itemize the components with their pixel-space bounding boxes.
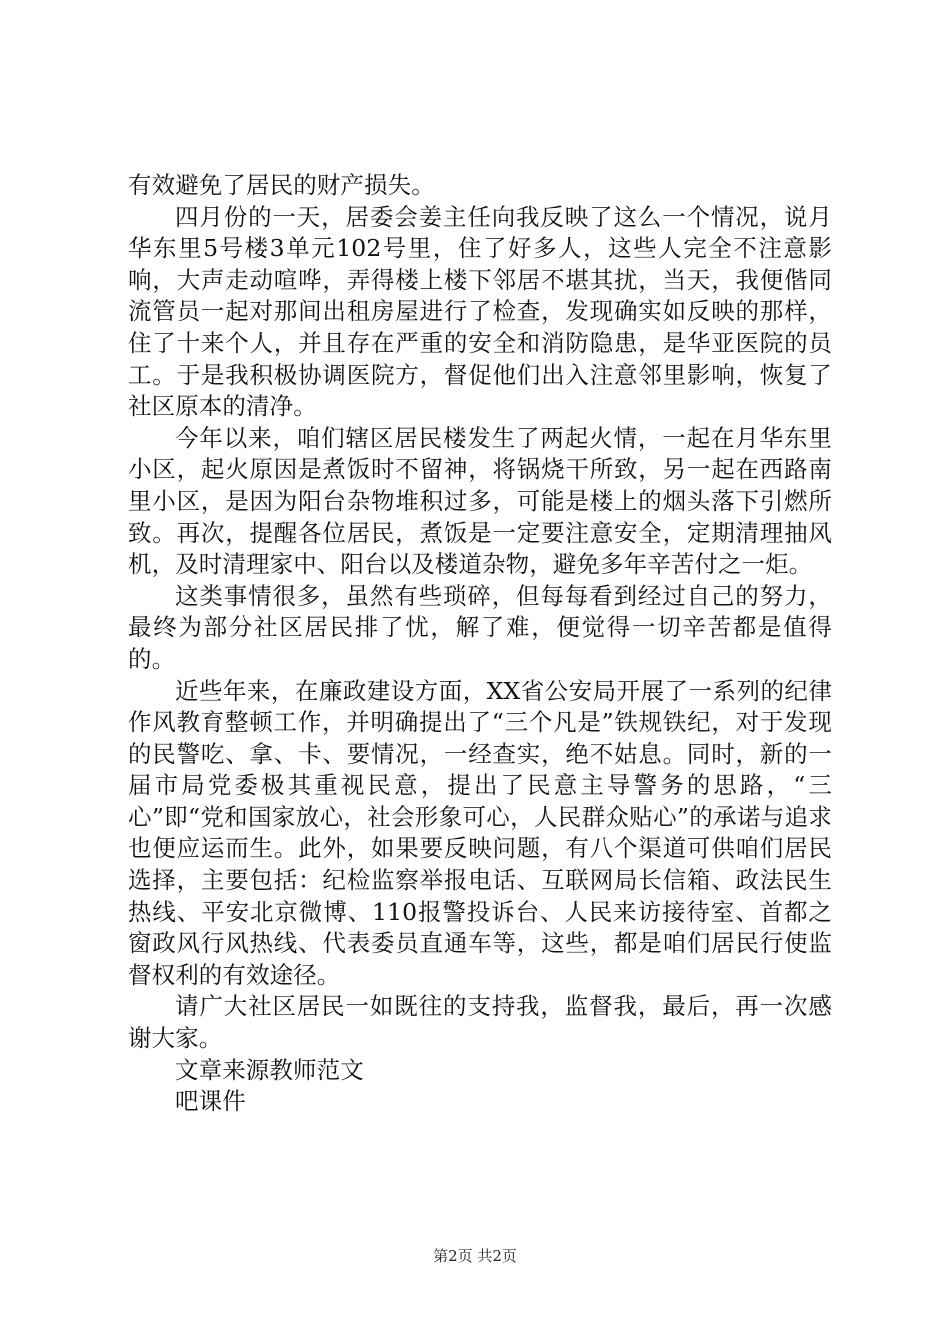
paragraph-closing-thanks: 请广大社区居民一如既往的支持我，监督我，最后，再一次感谢大家。 — [128, 992, 832, 1053]
document-body — [128, 170, 832, 1118]
paragraph-reflection: 这类事情很多，虽然有些琐碎，但每每看到经过自己的努力，最终为部分社区居民排了忧，解了难，便觉得一切辛苦都是值得的。 — [128, 581, 832, 673]
source-note: 文章来源教师范文吧课件 — [175, 1055, 364, 1116]
page-footer: 第2页 共2页 — [433, 1247, 517, 1265]
paragraph-fire-incidents: 今年以来，咱们辖区居民楼发生了两起火情，一起在月华东里小区，起火原因是煮饭时不留神，将锅烧干所致，另一起在西路南里小区，是因为阳台杂物堆积过多，可能是楼上的烟头落下引燃所致。再次，提醒各位居民，煮饭是一定要注意安全，定期清理抽风机，及时清理家中、阳台以及楼道杂物，避免多年辛苦付之一炬。 — [128, 423, 832, 579]
paragraph-continuation: 有效避免了居民的财产损失。 — [128, 171, 435, 199]
paragraph-integrity-channels: 近些年来，在廉政建设方面，XX省公安局开展了一系列的纪律作风教育整顿工作，并明确提出了“三个凡是”铁规铁纪，对于发现的民警吃、拿、卡、要情况，一经查实，绝不姑息。同时，新的一届市局党委极其重视民意，提出了民意主导警务的思路，“三心”即“党和国家放心，社会形象可心，人民群众贴心”的承诺与追求也便应运而生。此外，如果要反映问题，有八个渠道可供咱们居民选择，主要包括：纪检监察举报电话、互联网局长信箱、政法民生热线、平安北京微博、110报警投诉台、人民来访接待室、首都之窗政风行风热线、代表委员直通车等，这些，都是咱们居民行使监督权利的有效途径。 — [128, 676, 832, 989]
paragraph-april-incident: 四月份的一天，居委会姜主任向我反映了这么一个情况，说月华东里5号楼3单元102号里，住了好多人，这些人完全不注意影响，大声走动喧哗，弄得楼上楼下邻居不堪其扰，当天，我便偕同流管员一起对那间出租房屋进行了检查，发现确实如反映的那样，住了十来个人，并且存在严重的安全和消防隐患，是华亚医院的员工。于是我积极协调医院方，督促他们出入注意邻里影响，恢复了社区原本的清净。 — [128, 202, 832, 421]
